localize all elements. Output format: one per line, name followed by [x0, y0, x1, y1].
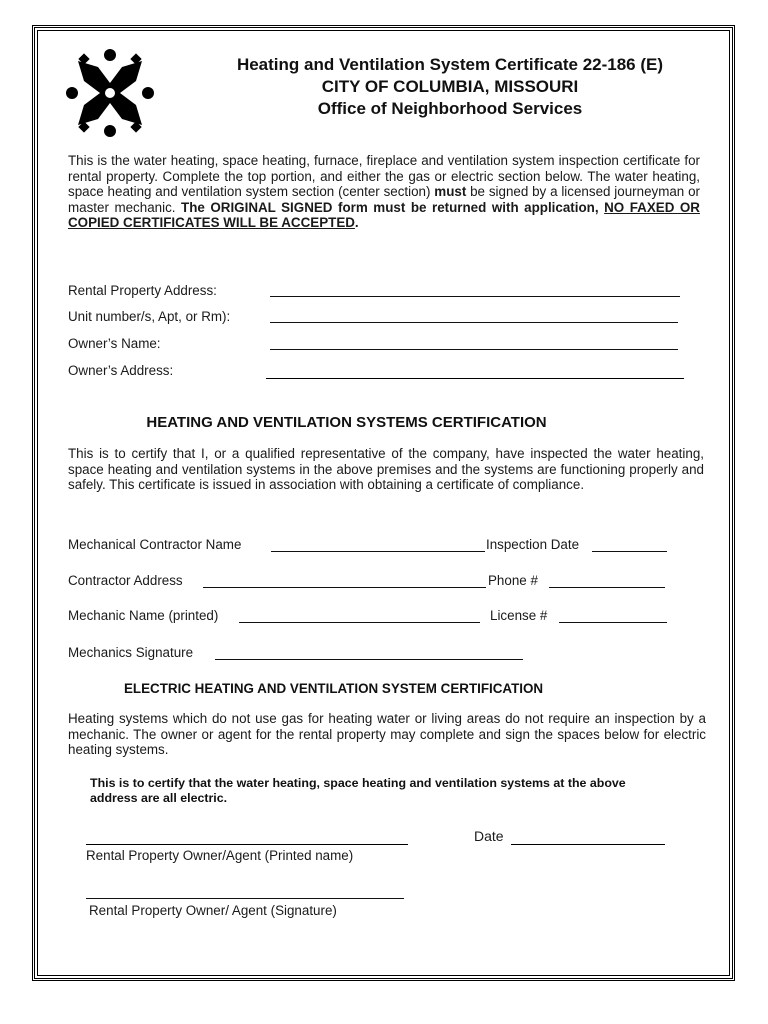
city-name: CITY OF COLUMBIA, MISSOURI	[321, 77, 579, 96]
mechanic-signature-label: Mechanics Signature	[68, 645, 194, 660]
license-label: License #	[490, 608, 548, 623]
city-logo-icon	[64, 47, 156, 139]
electric-certify-statement: This is to certify that the water heating, space heating and ventilation systems at the above address are all electric.	[90, 776, 626, 805]
electric-section-body: Heating systems which do not use gas for heating water or living areas do not require an inspection by a mechanic. The owner or agent for the rental property may complete and sign the spaces below for electric heating systems.	[68, 711, 706, 758]
electric-section-title: ELECTRIC HEATING AND VENTILATION SYSTEM CERTIFICATION	[124, 681, 544, 696]
rental-property-address-field[interactable]	[270, 296, 680, 297]
owner-signature-label: Rental Property Owner/ Agent (Signature)	[89, 903, 337, 918]
owner-address-label: Owner’s Address:	[68, 363, 174, 378]
contractor-address-label: Contractor Address	[68, 573, 183, 588]
owner-name-label: Owner’s Name:	[68, 336, 161, 351]
mechanic-name-field[interactable]	[239, 622, 480, 623]
intro-paragraph: This is the water heating, space heating, furnace, fireplace and ventilation system inspection certificate for rental property. Complete the top portion, and either the gas or electric section below. The water heating, space heating and ventilation system section (center section) must be signed by a licensed journeyman or master mechanic. The ORIGINAL SIGNED form must be returned with application, NO FAXED OR COPIED CERTIFICATES WILL BE ACCEPTED.	[68, 153, 700, 231]
mechanic-name-label: Mechanic Name (printed)	[68, 608, 219, 623]
owner-signature-field[interactable]	[86, 898, 404, 899]
printed-name-label: Rental Property Owner/Agent (Printed name)	[86, 848, 354, 863]
unit-number-label: Unit number/s, Apt, or Rm):	[68, 309, 231, 324]
owner-name-field[interactable]	[270, 349, 678, 350]
certificate-title: Heating and Ventilation System Certificate 22-186 (E)	[236, 55, 664, 74]
phone-field[interactable]	[549, 587, 665, 588]
mechanic-signature-field[interactable]	[215, 659, 523, 660]
inspection-date-field[interactable]	[592, 551, 667, 552]
heating-section-body: This is to certify that I, or a qualified representative of the company, have inspected the water heating, space heating and ventilation systems in the above premises and the systems are functioning properly and safely. This certificate is issued in association with obtaining a certificate of compliance.	[68, 446, 704, 493]
date-field[interactable]	[511, 844, 665, 845]
office-name: Office of Neighborhood Services	[317, 99, 583, 118]
rental-property-address-label: Rental Property Address:	[68, 283, 217, 298]
printed-name-field[interactable]	[86, 844, 408, 845]
heating-section-title: HEATING AND VENTILATION SYSTEMS CERTIFICATION	[146, 414, 547, 431]
inspection-date-label: Inspection Date	[486, 537, 580, 552]
unit-number-field[interactable]	[270, 322, 678, 323]
contractor-address-field[interactable]	[203, 587, 486, 588]
license-field[interactable]	[559, 622, 667, 623]
date-label: Date	[474, 828, 504, 844]
phone-label: Phone #	[488, 573, 538, 588]
owner-address-field[interactable]	[266, 378, 684, 379]
contractor-name-label: Mechanical Contractor Name	[68, 537, 242, 552]
contractor-name-field[interactable]	[271, 551, 485, 552]
